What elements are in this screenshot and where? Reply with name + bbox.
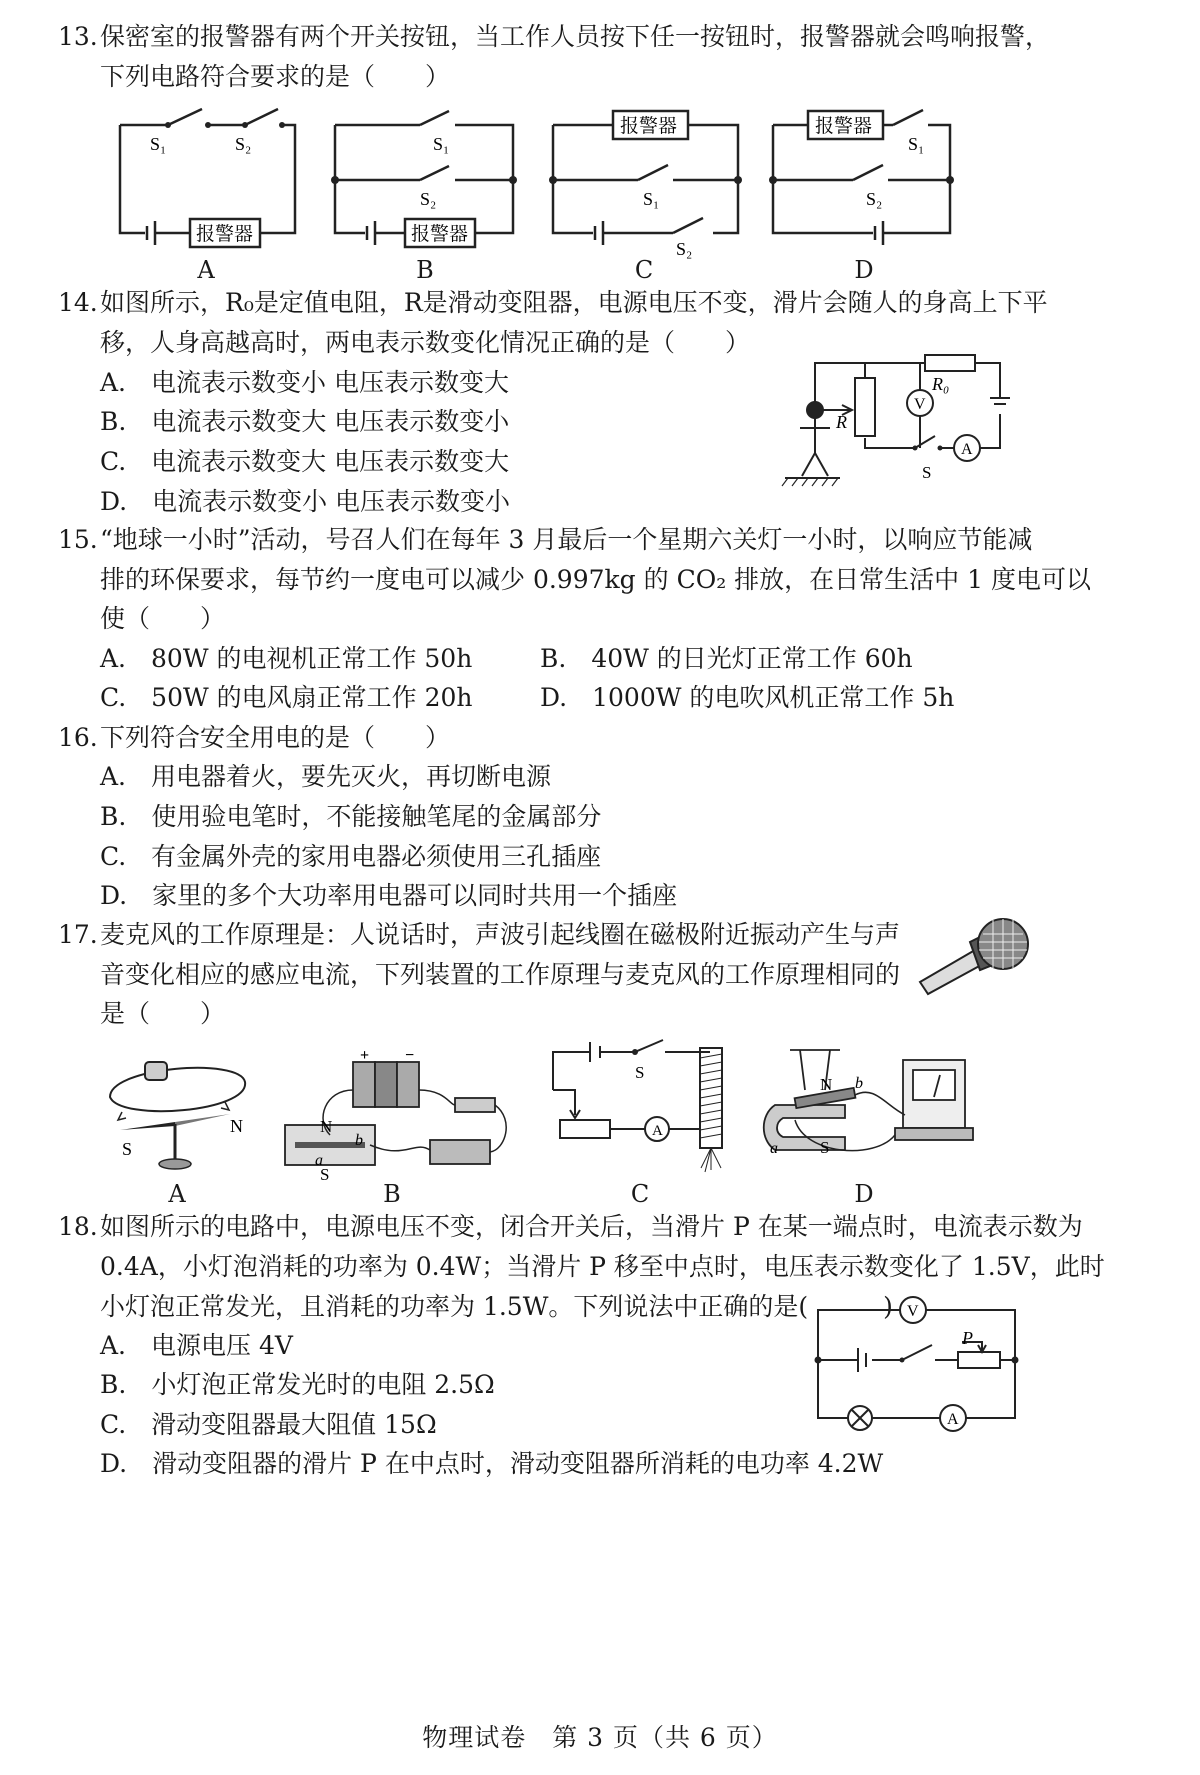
q17-device-d bbox=[765, 1045, 975, 1180]
question-18-option-a: A. 电源电压 4V bbox=[100, 1331, 293, 1360]
r-label: R bbox=[836, 412, 847, 432]
south-pole-label: S bbox=[320, 1165, 330, 1184]
microphone-image bbox=[915, 912, 1030, 997]
q17-caption-d: D bbox=[854, 1180, 874, 1208]
alarm-label: 报警器 bbox=[411, 224, 469, 245]
rod-end-a-label: a bbox=[770, 1140, 778, 1157]
question-15-number: 15. bbox=[58, 525, 98, 554]
q13-circuit-a bbox=[110, 105, 310, 255]
rod-end-a-label: a bbox=[315, 1152, 323, 1169]
voltmeter-label: V bbox=[914, 396, 926, 413]
question-15-line-2: 排的环保要求，每节约一度电可以减少 0.997kg 的 CO₂ 排放，在日常生活中 1 度电可以 bbox=[100, 565, 1091, 594]
alarm-label: 报警器 bbox=[815, 116, 873, 137]
q14-circuit-figure bbox=[780, 348, 1025, 488]
ammeter-label: A bbox=[652, 1123, 663, 1139]
question-14-option-a: A. 电流表示数变小 电压表示数变大 bbox=[100, 368, 509, 397]
q13-caption-d: D bbox=[854, 256, 874, 284]
question-14-option-c: C. 电流表示数变大 电压表示数变大 bbox=[100, 447, 510, 476]
question-14-option-b: B. 电流表示数变大 电压表示数变小 bbox=[100, 407, 510, 436]
question-15-line-3: 使（ ） bbox=[100, 604, 226, 633]
question-18-line-1: 如图所示的电路中，电源电压不变，闭合开关后，当滑片 P 在某一端点时，电流表示数为 bbox=[100, 1212, 1083, 1241]
question-16-option-b: B. 使用验电笔时，不能接触笔尾的金属部分 bbox=[100, 802, 602, 831]
question-14-option-d: D. 电流表示数变小 电压表示数变小 bbox=[100, 487, 511, 516]
q13-circuit-b bbox=[325, 105, 525, 255]
s2-label: S₂ bbox=[676, 239, 693, 259]
voltmeter-label: V bbox=[907, 1303, 919, 1320]
question-16-line-1: 下列符合安全用电的是（ ） bbox=[100, 723, 451, 752]
question-16-number: 16. bbox=[58, 723, 98, 752]
q13-circuit-c bbox=[548, 105, 748, 259]
switch-label: S bbox=[922, 463, 932, 482]
s1-label: S₁ bbox=[643, 189, 660, 209]
question-18-option-c: C. 滑动变阻器最大阻值 15Ω bbox=[100, 1410, 437, 1439]
q13-caption-b: B bbox=[416, 256, 434, 284]
switch-label: S bbox=[635, 1063, 645, 1082]
question-13-line-1: 保密室的报警器有两个开关按钮，当工作人员按下任一按钮时，报警器就会鸣响报警， bbox=[100, 22, 1051, 51]
question-18-option-b: B. 小灯泡正常发光时的电阻 2.5Ω bbox=[100, 1370, 495, 1399]
north-pole-label: N bbox=[230, 1116, 243, 1136]
q13-circuit-d bbox=[768, 105, 968, 255]
ammeter-label: A bbox=[947, 1411, 959, 1428]
alarm-label: 报警器 bbox=[196, 224, 254, 245]
q17-device-c bbox=[545, 1040, 745, 1180]
question-17-number: 17. bbox=[58, 920, 98, 949]
question-15-option-c: C. 50W 的电风扇正常工作 20h bbox=[100, 683, 473, 712]
q17-caption-a: A bbox=[168, 1180, 186, 1208]
question-16-option-c: C. 有金属外壳的家用电器必须使用三孔插座 bbox=[100, 842, 602, 871]
slider-p-label: P bbox=[962, 1328, 973, 1348]
question-13-line-2: 下列电路符合要求的是（ ） bbox=[100, 62, 451, 91]
question-14-line-1: 如图所示，R₀是定值电阻，R是滑动变阻器，电源电压不变，滑片会随人的身高上下平 bbox=[100, 288, 1048, 317]
south-pole-label: S bbox=[820, 1138, 830, 1157]
question-17-line-3: 是（ ） bbox=[100, 999, 226, 1028]
q18-circuit-figure bbox=[810, 1300, 1025, 1435]
s1-label: S₁ bbox=[433, 134, 450, 154]
question-13-number: 13. bbox=[58, 22, 98, 51]
alarm-label: 报警器 bbox=[620, 116, 678, 137]
q17-caption-b: B bbox=[383, 1180, 401, 1208]
question-18-number: 18. bbox=[58, 1212, 98, 1241]
svg-text:+: + bbox=[360, 1047, 370, 1064]
s2-label: S₂ bbox=[866, 189, 883, 209]
question-15-option-b: B. 40W 的日光灯正常工作 60h bbox=[540, 644, 913, 673]
svg-text:−: − bbox=[405, 1047, 415, 1064]
question-18-option-d: D. 滑动变阻器的滑片 P 在中点时，滑动变阻器所消耗的电功率 4.2W bbox=[100, 1449, 884, 1478]
question-15-option-a: A. 80W 的电视机正常工作 50h bbox=[100, 644, 473, 673]
s2-label: S₂ bbox=[420, 189, 437, 209]
question-15-option-d: D. 1000W 的电吹风机正常工作 5h bbox=[540, 683, 955, 712]
question-17-line-2: 音变化相应的感应电流，下列装置的工作原理与麦克风的工作原理相同的 bbox=[100, 960, 901, 989]
s2-label: S₂ bbox=[235, 134, 252, 154]
q17-device-b bbox=[275, 1047, 520, 1184]
south-pole-label: S bbox=[122, 1139, 133, 1159]
question-16-option-d: D. 家里的多个大功率用电器可以同时共用一个插座 bbox=[100, 881, 678, 910]
rod-end-b-label: b bbox=[355, 1132, 363, 1149]
rod-end-b-label: b bbox=[855, 1075, 863, 1092]
page-footer: 物理试卷 第 3 页（共 6 页） bbox=[422, 1723, 778, 1752]
north-pole-label: N bbox=[820, 1075, 833, 1094]
question-18-line-3: 小灯泡正常发光，且消耗的功率为 1.5W。下列说法中正确的是( ) bbox=[100, 1292, 893, 1321]
question-14-number: 14. bbox=[58, 288, 98, 317]
q13-caption-c: C bbox=[634, 256, 654, 284]
q17-device-a bbox=[100, 1052, 265, 1177]
question-16-option-a: A. 用电器着火，要先灭火，再切断电源 bbox=[100, 762, 552, 791]
ammeter-label: A bbox=[961, 441, 973, 458]
q17-caption-c: C bbox=[630, 1180, 650, 1208]
question-14-line-2: 移，人身高越高时，两电表示数变化情况正确的是（ ） bbox=[100, 328, 751, 357]
r0-label: R₀ bbox=[932, 374, 950, 394]
question-17-line-1: 麦克风的工作原理是：人说话时，声波引起线圈在磁极附近振动产生与声 bbox=[100, 920, 901, 949]
question-18-line-2: 0.4A，小灯泡消耗的功率为 0.4W；当滑片 P 移至中点时，电压表示数变化了 1.5V，此时 bbox=[100, 1252, 1105, 1281]
s1-label: S₁ bbox=[150, 134, 167, 154]
question-15-line-1: “地球一小时”活动，号召人们在每年 3 月最后一个星期六关灯一小时，以响应节能减 bbox=[100, 525, 1033, 554]
q13-caption-a: A bbox=[197, 256, 215, 284]
north-pole-label: N bbox=[320, 1117, 333, 1136]
s1-label: S₁ bbox=[908, 134, 925, 154]
